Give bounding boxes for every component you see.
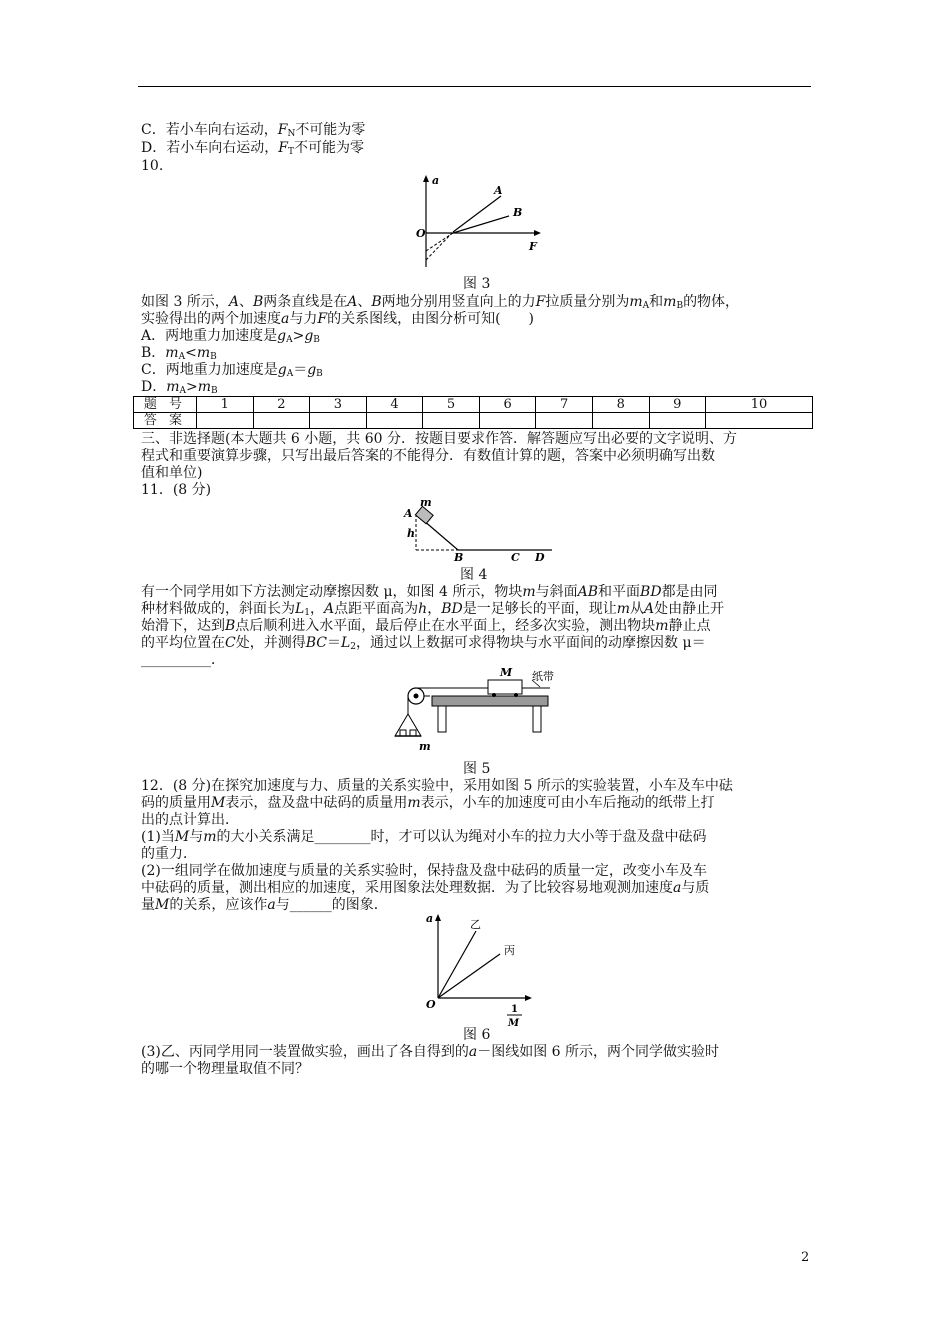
q12-part2-line-3: 量M的关系，应该作a与______的图象． bbox=[141, 897, 388, 913]
table-cell-num: 2 bbox=[253, 397, 310, 413]
figure-3-caption: 图 3 bbox=[463, 276, 491, 292]
section-3-instructions-line-2: 程式和重要演算步骤，只写出最后答案的不能得分．有数值计算的题，答案中必须明确写出数 bbox=[141, 448, 715, 464]
section-3-instructions-line-1: 三、非选择题(本大题共 6 小题，共 60 分．按题目要求作答．解答题应写出必要的文字说明、方 bbox=[141, 431, 737, 447]
fig3-line-b: B bbox=[513, 206, 523, 219]
q12-line-1: 12．(8 分)在探究加速度与力、质量的关系实验中，采用如图 5 所示的实验装置，小车及车中砝 bbox=[141, 778, 733, 794]
q12-part2-line-2: 中砝码的质量，测出相应的加速度，采用图象法处理数据．为了比较容易地观测加速度a与质 bbox=[141, 880, 710, 896]
figure-6-graph bbox=[418, 908, 538, 1030]
fig5-label-m: m bbox=[419, 740, 431, 753]
fig4-label-m: m bbox=[420, 498, 432, 509]
table-cell-num: 5 bbox=[423, 397, 480, 413]
table-answer-cell[interactable] bbox=[253, 413, 310, 429]
table-cell-num: 1 bbox=[197, 397, 254, 413]
q10-stem-line-2: 实验得出的两个加速度a与力F的关系图线，由图分析可知( ) bbox=[141, 311, 535, 327]
table-cell-num: 3 bbox=[310, 397, 367, 413]
table-cell-num: 9 bbox=[649, 397, 706, 413]
q11-line-2: 种材料做成的，斜面长为$L_1$，A点距平面高为h，BD是一足够长的平面，现让m从A处由静止开 bbox=[141, 601, 725, 618]
fig6-axis-a: a bbox=[426, 912, 434, 925]
q12-part1-line-1: (1)当M与m的大小关系满足________时，才可以认为绳对小车的拉力大小等于盘及盘中砝码 bbox=[141, 829, 707, 845]
fig3-origin: O bbox=[416, 227, 426, 240]
fig4-label-b: B bbox=[454, 551, 464, 564]
q10-stem-line-1: 如图 3 所示，A、B两条直线是在A、B两地分别用竖直向上的力F拉质量分别为$m_A$和$m_B$的物体， bbox=[141, 294, 740, 311]
fig4-label-a: A bbox=[404, 507, 413, 520]
q11-line-4: 的平均位置在C处，并测得$BC=L_2$，通过以上数据可求得物块与水平面间的动摩擦因数 μ＝ bbox=[141, 635, 706, 652]
figure-6-caption: 图 6 bbox=[463, 1027, 491, 1043]
table-answer-label: 答 案 bbox=[134, 413, 197, 429]
q11-answer-blank[interactable]: __________． bbox=[141, 652, 225, 668]
table-header-label: 题 号 bbox=[134, 397, 197, 413]
q10-option-b: B．$m_A<m_B$ bbox=[141, 345, 217, 362]
q10-option-c: C．两地重力加速度是$g_A=g_B$ bbox=[141, 362, 323, 379]
fig3-line-a: A bbox=[494, 184, 503, 197]
q11-line-1: 有一个同学用如下方法测定动摩擦因数 μ，如图 4 所示，物块m与斜面AB和平面BD都是由同 bbox=[141, 584, 718, 600]
q12-line-2: 码的质量用M表示，盘及盘中砝码的质量用m表示，小车的加速度可由小车后拖动的纸带上打 bbox=[141, 795, 715, 811]
fig5-label-M: M bbox=[500, 666, 513, 679]
answer-table-answer-row bbox=[134, 413, 813, 429]
table-answer-cell[interactable] bbox=[366, 413, 423, 429]
q11-line-3: 始滑下，达到B点后顺利进入水平面，最后停止在水平面上，经多次实验，测出物块m静止点 bbox=[141, 618, 711, 634]
figure-5-caption: 图 5 bbox=[463, 761, 491, 777]
fig6-origin: O bbox=[426, 998, 436, 1011]
q12-part1-line-2: 的重力． bbox=[141, 846, 197, 862]
table-answer-cell[interactable] bbox=[536, 413, 593, 429]
table-answer-cell[interactable] bbox=[592, 413, 649, 429]
q11-number: 11．(8 分) bbox=[141, 482, 212, 498]
answer-table bbox=[133, 396, 813, 429]
fig6-label-bing: 丙 bbox=[504, 944, 515, 957]
fig4-label-h: h bbox=[407, 527, 415, 540]
q9-option-d: D．若小车向右运动，$F_T$不可能为零 bbox=[141, 140, 364, 157]
q12-part3-line-2: 的哪一个物理量取值不同？ bbox=[141, 1061, 309, 1077]
fig3-axis-f: F bbox=[529, 240, 537, 253]
table-answer-cell[interactable] bbox=[649, 413, 706, 429]
table-answer-cell[interactable] bbox=[706, 413, 813, 429]
q10-option-a: A．两地重力加速度是$g_A>g_B$ bbox=[141, 328, 320, 345]
table-cell-num: 6 bbox=[479, 397, 536, 413]
q10-number: 10. bbox=[141, 158, 164, 174]
table-answer-cell[interactable] bbox=[423, 413, 480, 429]
table-cell-num: 7 bbox=[536, 397, 593, 413]
header-rule bbox=[138, 86, 811, 87]
q12-line-3: 出的点计算出． bbox=[141, 812, 239, 828]
table-answer-cell[interactable] bbox=[310, 413, 367, 429]
table-cell-num: 4 bbox=[366, 397, 423, 413]
section-3-instructions-line-3: 值和单位) bbox=[141, 465, 203, 481]
figure-4-caption: 图 4 bbox=[460, 567, 488, 583]
table-cell-num: 8 bbox=[592, 397, 649, 413]
figure-3-graph bbox=[408, 172, 548, 272]
figure-5-apparatus bbox=[392, 666, 562, 760]
q12-part3-line-1: (3)乙、丙同学用同一装置做实验，画出了各自得到的a－图线如图 6 所示，两个同学做实验时 bbox=[141, 1044, 720, 1060]
table-cell-num: 10 bbox=[706, 397, 813, 413]
q10-option-d: D．$m_A>m_B$ bbox=[141, 379, 218, 396]
page-number: 2 bbox=[801, 1250, 810, 1265]
fig6-frac-num: 1 bbox=[511, 1004, 518, 1015]
table-answer-cell[interactable] bbox=[197, 413, 254, 429]
answer-table-header-row bbox=[134, 397, 813, 413]
fig4-label-d: D bbox=[535, 551, 545, 564]
q12-part2-line-1: (2)一组同学在做加速度与质量的关系实验时，保持盘及盘中砝码的质量一定，改变小车及车 bbox=[141, 863, 707, 879]
fig5-label-tape: 纸带 bbox=[532, 670, 554, 683]
fig4-label-c: C bbox=[511, 551, 520, 564]
fig6-label-yi: 乙 bbox=[470, 918, 481, 931]
q9-option-c: C．若小车向右运动，$F_N$不可能为零 bbox=[141, 122, 366, 139]
fig6-frac-den: M bbox=[508, 1018, 520, 1029]
fig3-axis-a: a bbox=[432, 174, 440, 187]
figure-4-incline bbox=[402, 498, 562, 568]
table-answer-cell[interactable] bbox=[479, 413, 536, 429]
